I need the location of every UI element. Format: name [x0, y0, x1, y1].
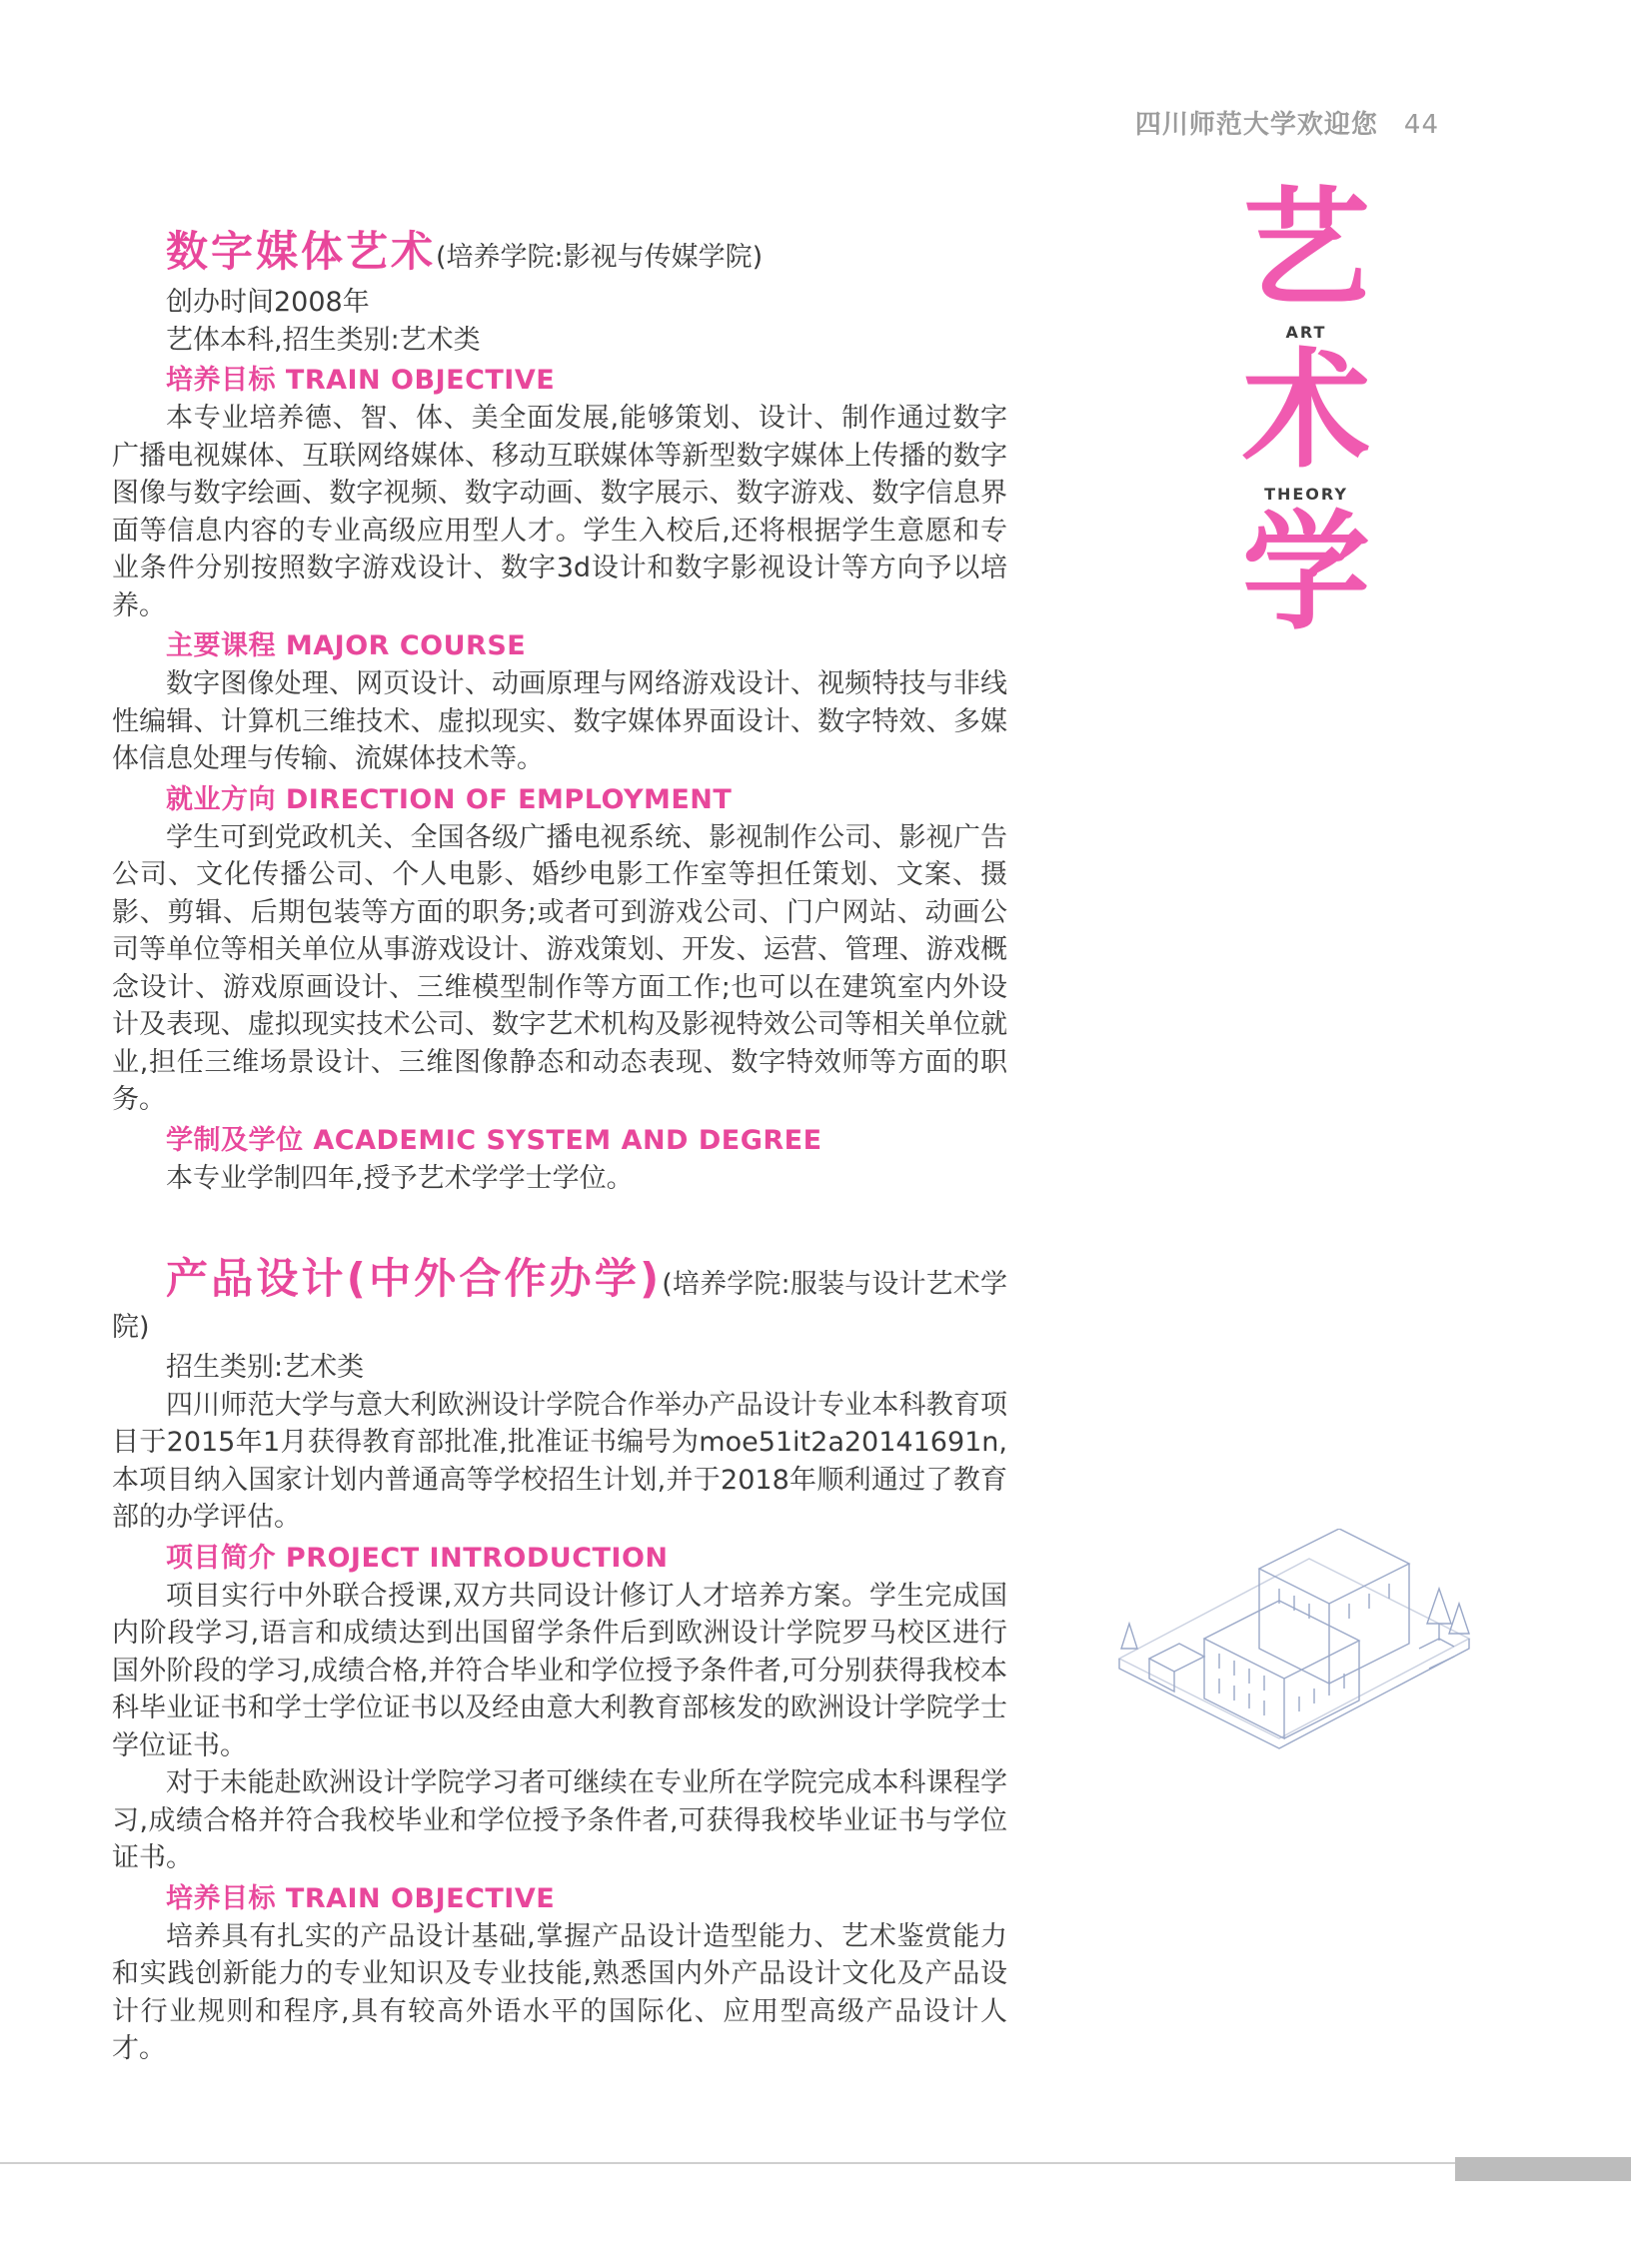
section1-objective-heading: 培养目标 TRAIN OBJECTIVE: [166, 365, 556, 396]
section1-degree-heading: 学制及学位 ACADEMIC SYSTEM AND DEGREE: [166, 1124, 822, 1156]
section2-intro-text: 四川师范大学与意大利欧洲设计学院合作举办产品设计专业本科教育项目于2015年1月获得教育部批准,批准证书编号为moe51it2a20141691n,本项目纳入国家计划内普通高等学校招生计划,并于2018年顺利通过了教育部的办学评估。: [112, 1389, 1007, 1533]
section1-course-text: 数字图像处理、网页设计、动画原理与网络游戏设计、视频特技与非线性编辑、计算机三维技术、虚拟现实、数字媒体界面设计、数字特效、多媒体信息处理与传输、流媒体技术等。: [112, 668, 1007, 774]
side-char-xue: 学: [1241, 499, 1370, 647]
section2-project-text1: 项目实行中外联合授课,双方共同设计修订人才培养方案。学生完成国内阶段学习,语言和成绩达到出国留学条件后到欧洲设计学院罗马校区进行国外阶段的学习,成绩合格,并符合毕业和学位授予条件者,可分别获得我校本科毕业证书和学士学位证书以及经由意大利教育部核发的欧洲设计学院学士学位证书。: [112, 1580, 1007, 1761]
main-content: [112, 226, 1007, 2068]
section2-title-text: 产品设计(中外合作办学): [166, 1254, 663, 1303]
header-title: 四川师范大学欢迎您: [1134, 110, 1378, 140]
section1-objective-text: 本专业培养德、智、体、美全面发展,能够策划、设计、制作通过数字广播电视媒体、互联网络媒体、移动互联媒体等新型数字媒体上传播的数字图像与数字绘画、数字视频、数字动画、数字展示、数字游戏、数字信息界面等信息内容的专业高级应用型人才。学生入校后,还将根据学生意愿和专业条件分别按照数字游戏设计、数字3d设计和数字影视设计等方向予以培养。: [112, 403, 1007, 621]
section1-college: (培养学院:影视与传媒学院): [436, 242, 764, 273]
section2-college: (培养学院:服装与设计艺术学院): [112, 1269, 1007, 1343]
isometric-building-illustration: [1109, 1529, 1489, 1788]
section1-title: [166, 226, 1007, 284]
side-label-theory: THEORY: [1264, 485, 1348, 504]
section1-employment-heading: 就业方向 DIRECTION OF EMPLOYMENT: [166, 783, 733, 815]
section1-founded: 创办时间2008年: [166, 287, 370, 318]
side-char-shu: 术: [1241, 337, 1370, 486]
section2-title: [112, 1254, 1007, 1349]
section2-objective-text: 培养具有扎实的产品设计基础,掌握产品设计造型能力、艺术鉴赏能力和实践创新能力的专业知识及专业技能,熟悉国内外产品设计文化及产品设计行业规则和程序,具有较高外语水平的国际化、应用型高级产品设计人才。: [112, 1920, 1007, 2064]
section2-project-heading: 项目简介 PROJECT INTRODUCTION: [166, 1542, 669, 1574]
side-char-yi: 艺: [1241, 175, 1370, 324]
footer-divider: [0, 2162, 1631, 2164]
section2-project-text2: 对于未能赴欧洲设计学院学习者可继续在专业所在学院完成本科课程学习,成绩合格并符合我校毕业和学位授予条件者,可获得我校毕业证书与学位证书。: [112, 1767, 1007, 1873]
section1-course-heading: 主要课程 MAJOR COURSE: [166, 630, 527, 661]
section2-objective-heading: 培养目标 TRAIN OBJECTIVE: [166, 1882, 556, 1914]
footer-page-tab: [1455, 2157, 1631, 2181]
section1-employment-text: 学生可到党政机关、全国各级广播电视系统、影视制作公司、影视广告公司、文化传播公司、个人电影、婚纱电影工作室等担任策划、文案、摄影、剪辑、后期包装等方面的职务;或者可到游戏公司、门户网站、动画公司等单位等相关单位从事游戏设计、游戏策划、开发、运营、管理、游戏概念设计、游戏原画设计、三维模型制作等方面工作;也可以在建筑室内外设计及表现、虚拟现实技术公司、数字艺术机构及影视特效公司等相关单位就业,担任三维场景设计、三维图像静态和动态表现、数字特效师等方面的职务。: [112, 821, 1007, 1115]
section1-category: 艺体本科,招生类别:艺术类: [166, 324, 481, 356]
side-label-art: ART: [1285, 323, 1327, 342]
running-header: [1079, 104, 1439, 141]
section2-category: 招生类别:艺术类: [166, 1352, 365, 1383]
section1-title-text: 数字媒体艺术: [166, 227, 437, 276]
section1-degree-text: 本专业学制四年,授予艺术学学士学位。: [166, 1162, 634, 1194]
side-title: [1231, 175, 1381, 647]
page-number: 44: [1403, 110, 1439, 140]
